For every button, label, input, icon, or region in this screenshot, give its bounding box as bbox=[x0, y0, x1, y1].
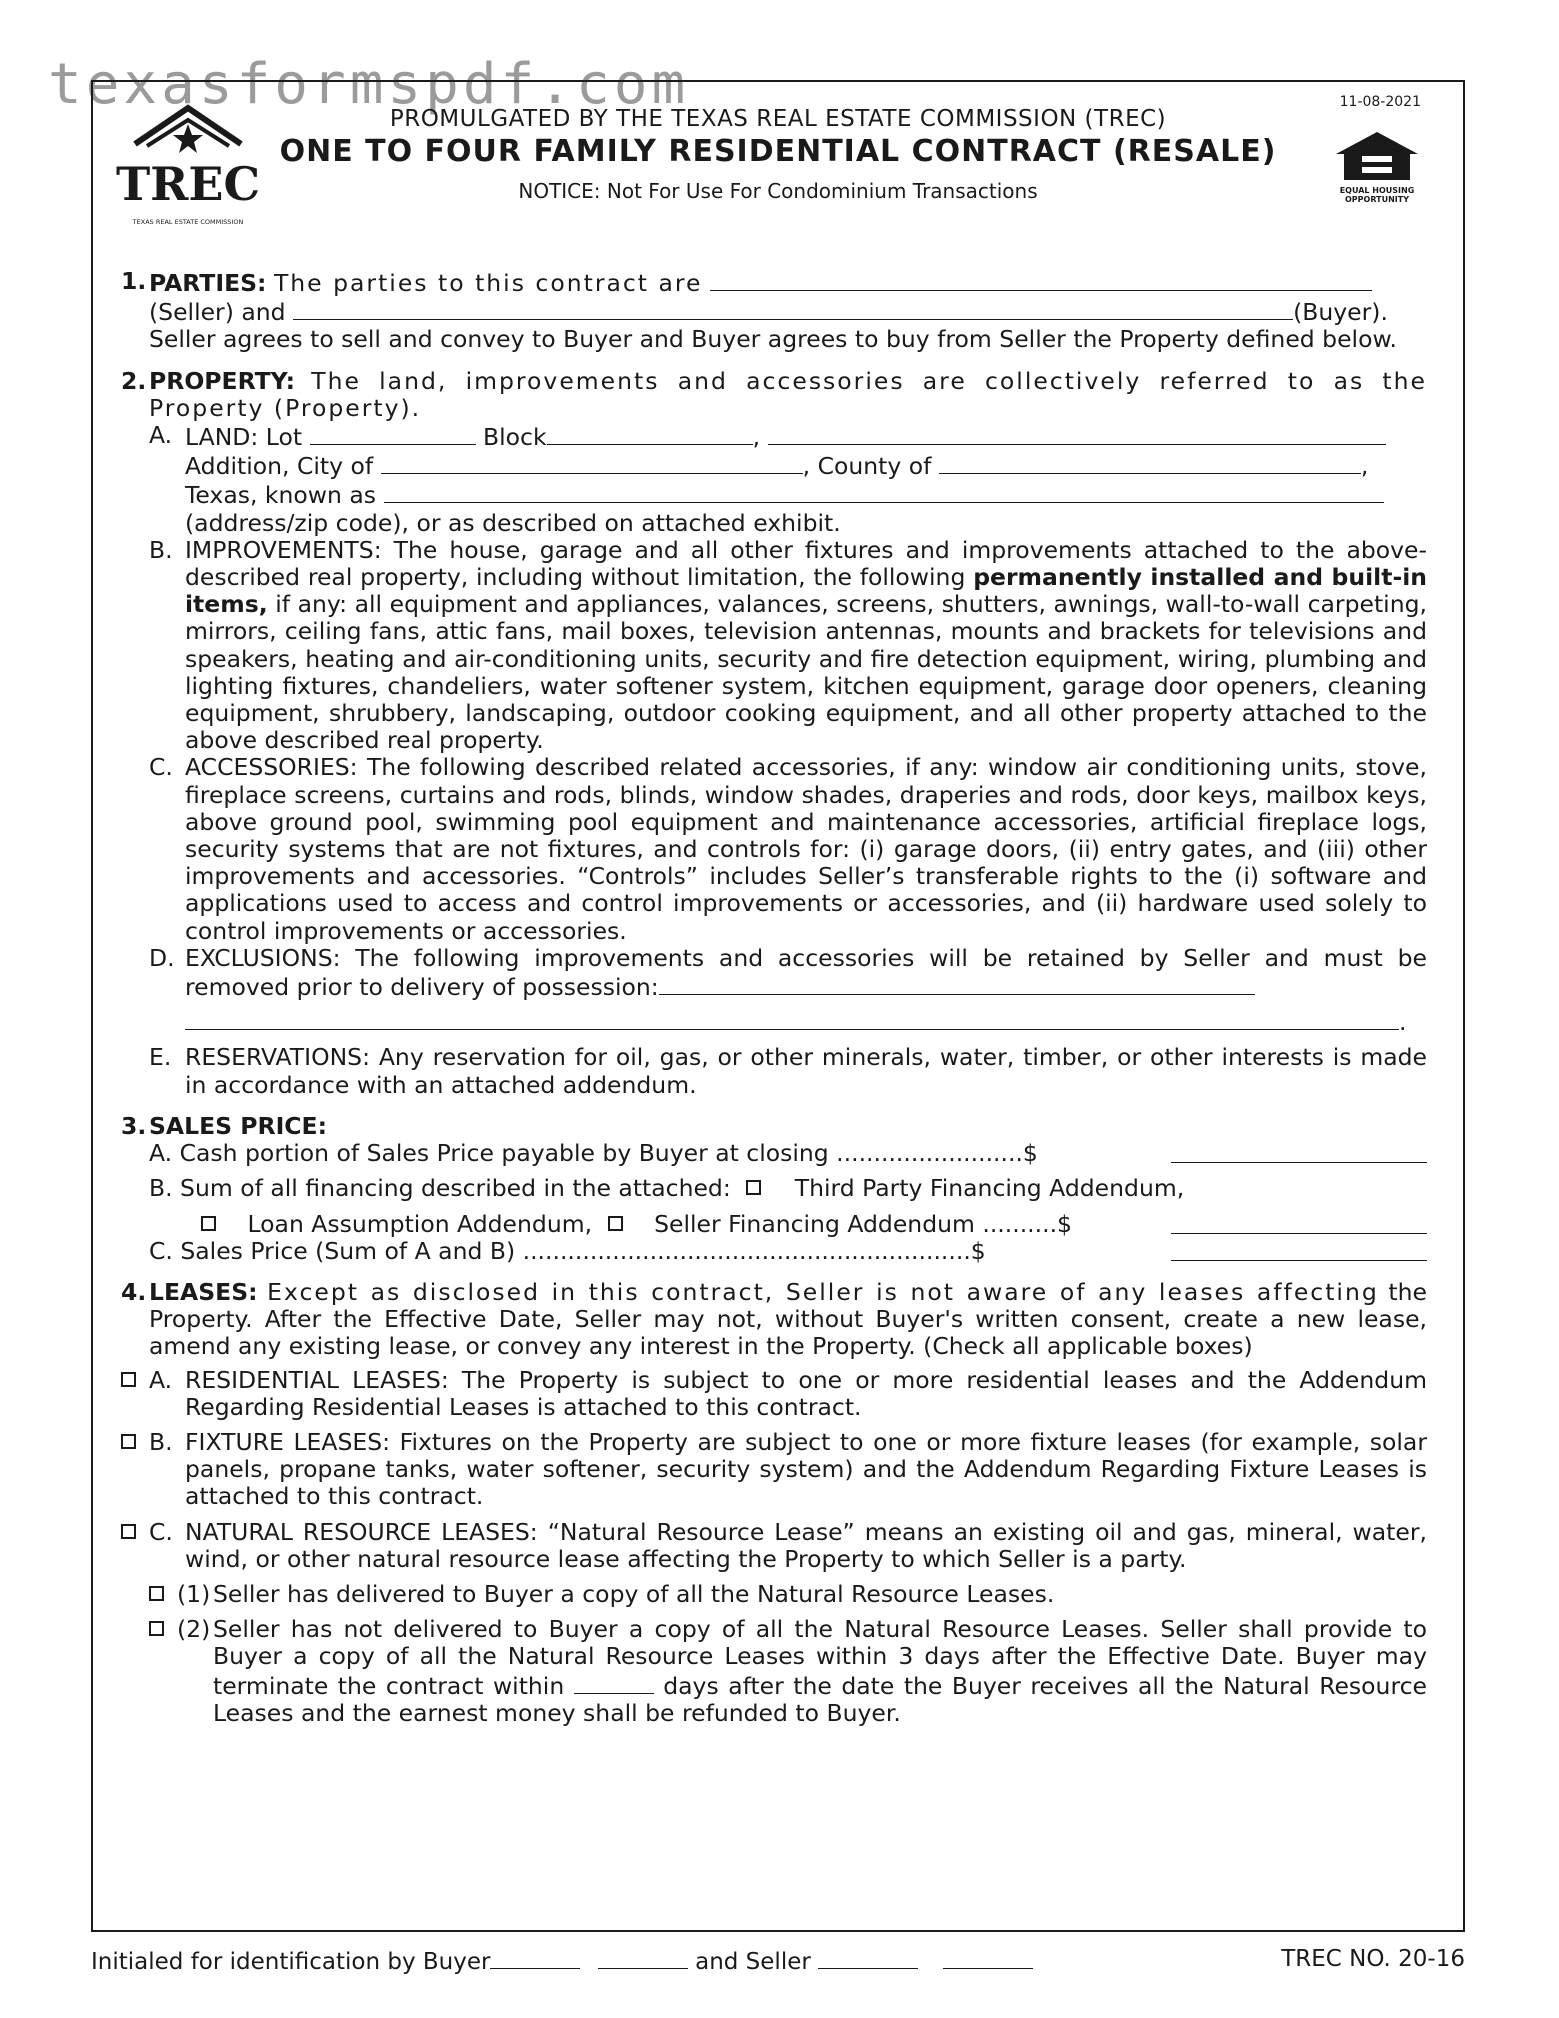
equal-housing-icon bbox=[1332, 130, 1422, 182]
block-label: Block bbox=[483, 423, 547, 452]
exclusions-item: D. EXCLUSIONS: The following improvements and accessories will be retained by Seller and must be removed prior to delivery of possession: . bbox=[149, 943, 1427, 1037]
logo-subtext: TEXAS REAL ESTATE COMMISSION bbox=[132, 218, 244, 226]
financing-amount-field[interactable] bbox=[1171, 1211, 1427, 1234]
section-heading: LEASES: bbox=[149, 1277, 258, 1306]
county-label: , County of bbox=[802, 452, 932, 481]
section-heading: PROPERTY: bbox=[149, 366, 296, 395]
section-number: 2. bbox=[121, 366, 147, 395]
leases-intro-cont: the Property. After the Effective Date, Seller may not, without Buyer's written consent, create a new lease, amend any existing lease, or convey any interest in the Property. (Check all applicable boxes) bbox=[149, 1277, 1427, 1361]
residential-leases-item bbox=[121, 1367, 1427, 1421]
section-leases bbox=[121, 1279, 1427, 1727]
sales-price-label: C. Sales Price (Sum of A and B) ............................................................$ bbox=[149, 1236, 986, 1265]
improvements-item bbox=[149, 537, 1427, 755]
equal-housing-text: EQUAL HOUSING OPPORTUNITY bbox=[1339, 186, 1415, 204]
accessories-item bbox=[149, 754, 1427, 944]
cash-portion-field[interactable] bbox=[1171, 1140, 1427, 1163]
loan-assumption-label: Loan Assumption Addendum, bbox=[247, 1209, 593, 1238]
address-field[interactable] bbox=[384, 480, 1384, 503]
natural-resource-leases-checkbox[interactable] bbox=[121, 1524, 136, 1539]
item-label: B. bbox=[149, 535, 173, 564]
item-label: A. bbox=[149, 1365, 173, 1394]
cash-portion-label: A. Cash portion of Sales Price payable by Buyer at closing .........................$ bbox=[149, 1139, 1038, 1168]
section-number: 1. bbox=[121, 267, 147, 295]
land-item: A. LAND: Lot Block , Addition, City of , County of , Texas, known as (address/zip code), or as described on attached exhibit. bbox=[149, 422, 1427, 537]
nrl-not-delivered-checkbox[interactable] bbox=[149, 1621, 164, 1636]
initialed-label: Initialed for identification by Buyer bbox=[91, 1949, 491, 1975]
notice: NOTICE: Not For Use For Condominium Transactions bbox=[518, 179, 1038, 203]
seller-and-label: (Seller) and bbox=[149, 298, 286, 327]
fixture-leases-checkbox[interactable] bbox=[121, 1434, 136, 1449]
fixture-leases-item bbox=[121, 1429, 1427, 1511]
logo-text: TREC bbox=[115, 157, 261, 211]
exclusions-text: EXCLUSIONS: The following improvements and accessories will be retained by Seller and must be removed prior to delivery of possession: bbox=[185, 943, 1427, 1002]
third-party-financing-label: Third Party Financing Addendum, bbox=[794, 1174, 1185, 1203]
nrl-delivered-text: Seller has delivered to Buyer a copy of all the Natural Resource Leases. bbox=[213, 1579, 1055, 1608]
third-party-financing-checkbox[interactable] bbox=[746, 1180, 761, 1195]
seller-initial-1[interactable] bbox=[818, 1946, 918, 1969]
item-label: A. bbox=[149, 421, 173, 450]
parties-agreement: Seller agrees to sell and convey to Buyer and Buyer agrees to buy from Seller the Property defined below. bbox=[149, 325, 1397, 354]
and-seller-label: and Seller bbox=[695, 1949, 811, 1975]
section-number: 4. bbox=[121, 1277, 147, 1306]
reservations-item bbox=[149, 1044, 1427, 1098]
contract-body bbox=[121, 268, 1427, 1741]
reservations-text: RESERVATIONS: Any reservation for oil, gas, or other minerals, water, timber, or other interests is made in accordance with an attached addendum. bbox=[185, 1043, 1427, 1099]
city-field[interactable] bbox=[381, 451, 803, 474]
improvements-bold: permanently installed and built-in items, bbox=[185, 563, 1427, 619]
lot-field[interactable] bbox=[310, 422, 476, 445]
buyer-label: (Buyer). bbox=[1293, 298, 1388, 327]
item-label: D. bbox=[149, 943, 175, 972]
improvements-text: IMPROVEMENTS: The house, garage and all other fixtures and improvements attached to the above-described real property, including without limitation, the following bbox=[185, 535, 1427, 592]
equal-housing-logo bbox=[1327, 130, 1427, 204]
nrl-not-delivered-text: Seller has not delivered to Buyer a copy of all the Natural Resource Leases. Seller shall provide to Buyer a copy of all the Natural Resource Leases within 3 days after the Effective Date. Buyer may terminate the contract within bbox=[213, 1615, 1427, 1700]
item-label: (2) bbox=[177, 1615, 211, 1644]
item-label: C. bbox=[149, 753, 173, 782]
seller-initial-2[interactable] bbox=[943, 1946, 1033, 1969]
form-date: 11-08-2021 bbox=[1339, 94, 1421, 110]
residential-leases-checkbox[interactable] bbox=[121, 1372, 136, 1387]
block-field[interactable] bbox=[547, 422, 753, 445]
page-title: ONE TO FOUR FAMILY RESIDENTIAL CONTRACT (RESALE) bbox=[279, 134, 1277, 169]
nrl-delivered-item bbox=[121, 1581, 1427, 1608]
natural-resource-leases-text: NATURAL RESOURCE LEASES: “Natural Resource Lease” means an existing oil and gas, mineral, water, wind, or other natural resource lease affecting the Property to which Seller is a party. bbox=[185, 1517, 1427, 1573]
financing-label: B. Sum of all financing described in the attached: bbox=[149, 1174, 731, 1203]
city-label: Addition, City of bbox=[185, 452, 374, 481]
leases-intro: Except as disclosed in this contract, Seller is not aware of any leases affecting bbox=[267, 1277, 1379, 1306]
land-description-field[interactable] bbox=[768, 422, 1386, 445]
termination-days-field[interactable] bbox=[574, 1671, 654, 1694]
item-label: (1) bbox=[177, 1579, 211, 1608]
buyer-initial-1[interactable] bbox=[490, 1946, 580, 1969]
parties-text: The parties to this contract are bbox=[273, 269, 703, 297]
item-label: B. bbox=[149, 1427, 173, 1456]
improvements-text-cont: if any: all equipment and appliances, valances, screens, shutters, awnings, wall-to-wall carpeting, mirrors, ceiling fans, attic fans, mail boxes, television antennas, mounts and brackets for televisions and speakers, heating and air-conditioning units, security and fire detection equipment, wiring, plumbing and lighting fixtures, chandeliers, water softener system, kitchen equipment, garage door openers, cleaning equipment, shrubbery, landscaping, outdoor cooking equipment, and all other property attached to the above described real property. bbox=[185, 590, 1427, 755]
section-parties bbox=[121, 268, 1427, 354]
property-intro: The land, improvements and accessories are collectively referred to as the Property (Property). bbox=[149, 366, 1427, 422]
buyer-name-field[interactable] bbox=[293, 297, 1293, 320]
seller-financing-checkbox[interactable] bbox=[608, 1216, 623, 1231]
form-number: TREC NO. 20-16 bbox=[1281, 1946, 1465, 1972]
natural-resource-leases-item bbox=[121, 1519, 1427, 1573]
accessories-text: ACCESSORIES: The following described related accessories, if any: window air conditioning units, stove, fireplace screens, curtains and rods, blinds, window shades, draperies and rods, door keys, mailbox keys, above ground pool, swimming pool equipment and maintenance accessories, artificial fireplace logs, security systems that are not fixtures, and controls for: (i) garage doors, (ii) entry gates, and (iii) other improvements and accessories. “Controls” includes Seller’s transferable rights to the (i) software and applications used to access and control improvements or accessories, and (ii) hardware used solely to control improvements or accessories. bbox=[185, 753, 1427, 945]
sales-price-field[interactable] bbox=[1171, 1238, 1427, 1261]
residential-leases-text: RESIDENTIAL LEASES: The Property is subject to one or more residential leases and the Addendum Regarding Residential Leases is attached to this contract. bbox=[185, 1365, 1427, 1421]
address-note: (address/zip code), or as described on attached exhibit. bbox=[185, 508, 841, 537]
seller-name-field[interactable] bbox=[710, 268, 1372, 291]
section-number: 3. bbox=[121, 1111, 147, 1140]
header bbox=[93, 106, 1463, 203]
seller-financing-label: Seller Financing Addendum ..........$ bbox=[654, 1209, 1073, 1238]
buyer-initial-2[interactable] bbox=[598, 1946, 688, 1969]
form-frame bbox=[91, 80, 1465, 1932]
loan-assumption-checkbox[interactable] bbox=[201, 1216, 216, 1231]
county-field[interactable] bbox=[939, 451, 1361, 474]
footer bbox=[91, 1946, 1465, 1975]
item-label: C. bbox=[149, 1517, 173, 1546]
exclusions-field[interactable] bbox=[659, 972, 1255, 995]
item-label: E. bbox=[149, 1043, 172, 1072]
section-heading: PARTIES: bbox=[149, 269, 267, 297]
nrl-delivered-checkbox[interactable] bbox=[149, 1586, 164, 1601]
promulgated-line: PROMULGATED BY THE TEXAS REAL ESTATE COMMISSION (TREC) bbox=[389, 106, 1167, 132]
watermark: texasformspdf.com bbox=[48, 52, 690, 117]
nrl-not-delivered-item bbox=[121, 1616, 1427, 1727]
nrl-not-delivered-text-cont: days after the date the Buyer receives all the Natural Resource Leases and the earnest money shall be refunded to Buyer. bbox=[213, 1671, 1427, 1727]
fixture-leases-text: FIXTURE LEASES: Fixtures on the Property are subject to one or more fixture leases (for example, solar panels, propane tanks, water softener, security system) and the Addendum Regarding Fixture Leases is attached to this contract. bbox=[185, 1427, 1427, 1511]
exclusions-field-line2[interactable] bbox=[185, 1007, 1399, 1030]
section-sales-price bbox=[121, 1113, 1427, 1265]
known-as-label: Texas, known as bbox=[185, 481, 377, 510]
section-heading: SALES PRICE: bbox=[149, 1111, 328, 1140]
section-property bbox=[121, 368, 1427, 1099]
lot-label: LAND: Lot bbox=[185, 423, 303, 452]
